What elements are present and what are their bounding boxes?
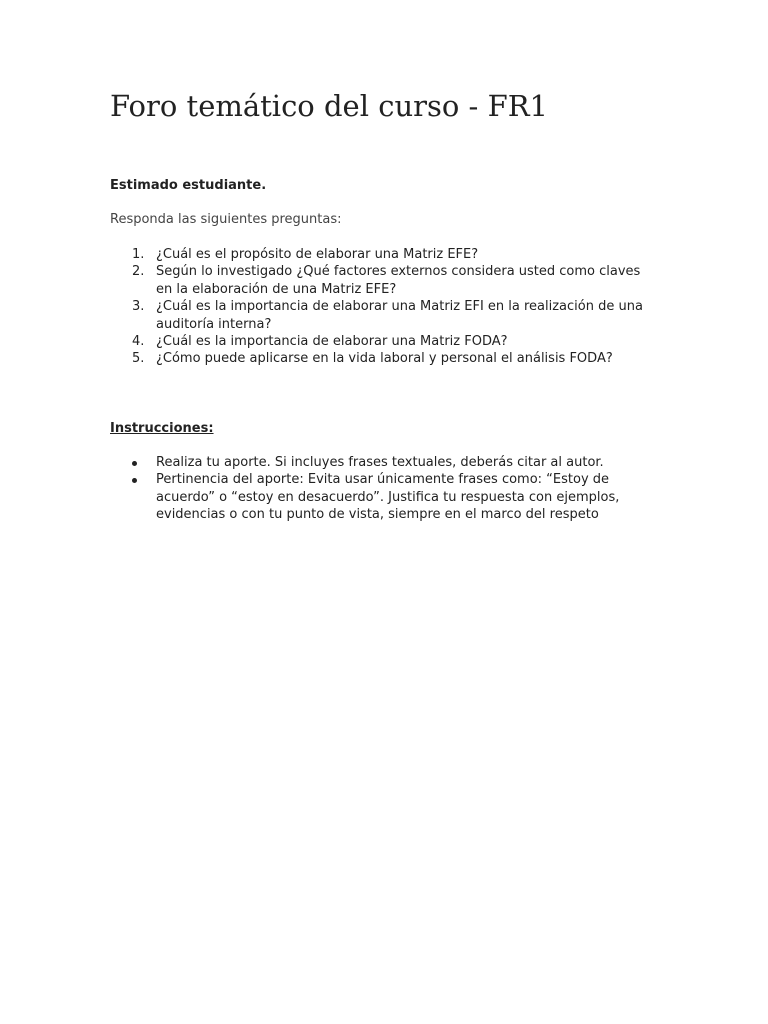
list-number: 2. bbox=[132, 264, 145, 280]
question-text: ¿Cómo puede aplicarse en la vida laboral y personal el análisis FODA? bbox=[156, 351, 613, 367]
list-item bbox=[110, 298, 655, 333]
bullet-icon bbox=[132, 478, 137, 483]
question-text: ¿Cuál es el propósito de elaborar una Matriz EFE? bbox=[156, 247, 479, 262]
questions-list bbox=[110, 246, 655, 368]
instructions-heading: Instrucciones: bbox=[110, 421, 214, 436]
intro-text: Responda las siguientes preguntas: bbox=[110, 212, 342, 227]
list-item bbox=[110, 246, 655, 263]
bullet-icon bbox=[132, 461, 137, 466]
list-item bbox=[110, 454, 655, 471]
instructions-list bbox=[110, 454, 655, 524]
list-item bbox=[110, 333, 655, 350]
list-item bbox=[110, 350, 655, 367]
question-text: ¿Cuál es la importancia de elaborar una Matriz EFI en la realización de una auditoría interna? bbox=[156, 299, 643, 332]
list-number: 1. bbox=[132, 247, 145, 262]
greeting: Estimado estudiante. bbox=[110, 178, 267, 193]
list-item bbox=[110, 263, 655, 298]
list-number: 5. bbox=[132, 351, 145, 367]
list-item bbox=[110, 471, 655, 523]
page-title: Foro temático del curso - FR1 bbox=[110, 89, 548, 123]
question-text: ¿Cuál es la importancia de elaborar una Matriz FODA? bbox=[156, 334, 508, 350]
list-number: 3. bbox=[132, 299, 145, 315]
instruction-text: Pertinencia del aporte: Evita usar únicamente frases como: “Estoy de acuerdo” o “estoy en desacuerdo”. Justifica tu respuesta con ejemplos, evidencias o con tu punto de vista, siempre en el marco del respeto bbox=[156, 472, 620, 523]
list-number: 4. bbox=[132, 334, 145, 350]
instruction-text: Realiza tu aporte. Si incluyes frases textuales, deberás citar al autor. bbox=[156, 455, 604, 470]
question-text: Según lo investigado ¿Qué factores externos considera usted como claves en la elaboración de una Matriz EFE? bbox=[156, 264, 641, 297]
